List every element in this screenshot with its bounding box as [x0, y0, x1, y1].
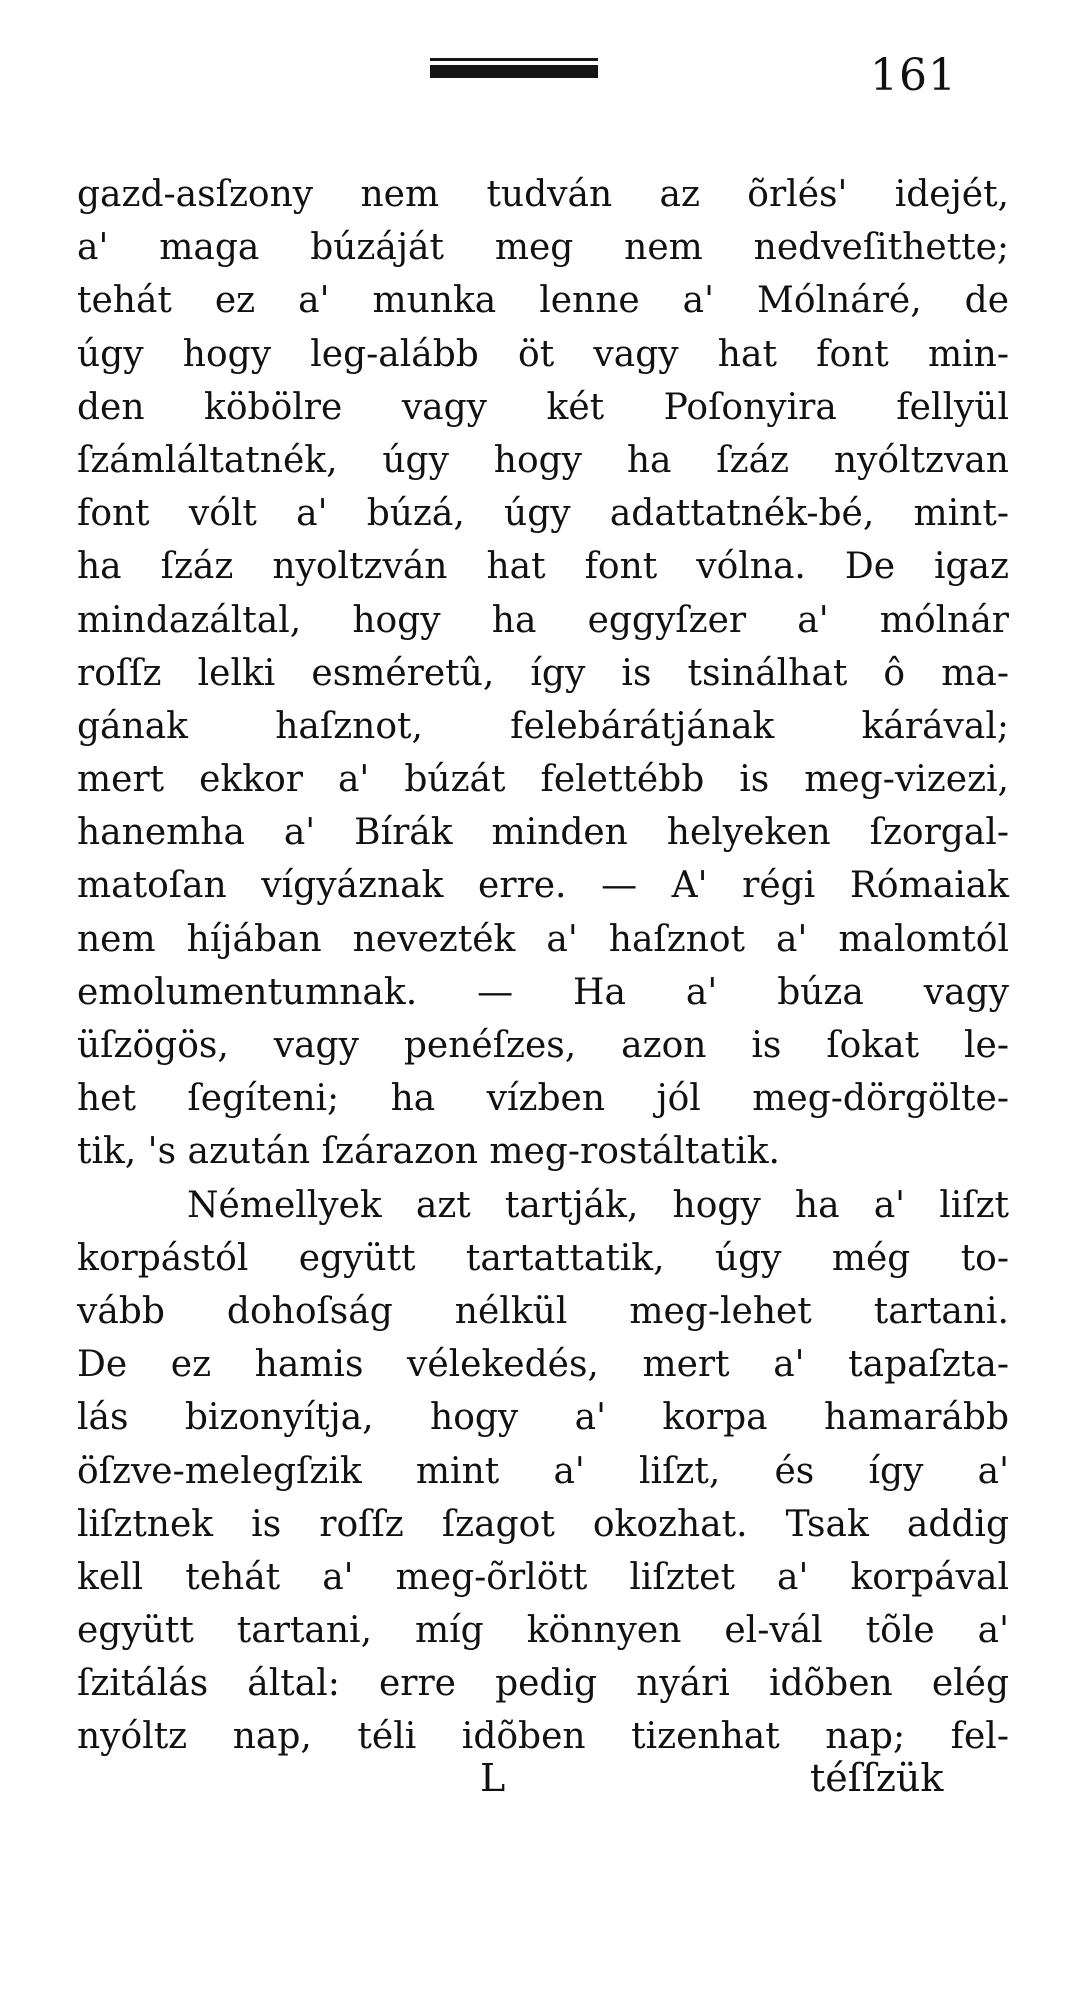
page-number: 161 [870, 50, 957, 101]
text-line: De ez hamis vélekedés, mert a' tapaſzta- [77, 1344, 1009, 1386]
text-line: ſzitálás által: erre pedig nyári idõben elég [77, 1663, 1009, 1705]
text-line: het ſegíteni; ha vízben jól meg-dörgölte- [77, 1078, 1009, 1120]
page-footer [0, 1748, 1079, 1808]
text-line: roſſz lelki esméretû, így is tsinálhat ô ma- [77, 652, 1009, 694]
text-line: üſzögös, vagy penéſzes, azon is ſokat le- [77, 1025, 1009, 1066]
text-line: mindazáltal, hogy ha eggyſzer a' mólnár [77, 599, 1009, 641]
text-line: hanemha a' Bírák minden helyeken ſzorgal- [77, 812, 1009, 854]
text-line: den köbölre vagy két Poſonyira fellyül [77, 386, 1009, 428]
text-line: tehát ez a' munka lenne a' Mólnáré, de [77, 280, 1009, 322]
text-line: nyóltz nap, téli idõben tizenhat nap; fel- [77, 1716, 1009, 1758]
text-line: nem híjában nevezték a' haſznot a' malomtól [77, 918, 1009, 960]
text-line: kell tehát a' meg-õrlött liſztet a' korpával [77, 1556, 1009, 1598]
text-line: tik, 's azután ſzárazon meg-rostáltatik. [77, 1131, 780, 1173]
text-line: vább dohoſság nélkül meg-lehet tartani. [77, 1290, 1009, 1332]
text-line: font vólt a' búzá, úgy adattatnék-bé, mint- [77, 493, 1009, 535]
body-text [77, 168, 1009, 1764]
text-line: ſzámláltatnék, úgy hogy ha ſzáz nyóltzvan [77, 439, 1009, 481]
text-line: liſztnek is roſſz ſzagot okozhat. Tsak addig [77, 1503, 1009, 1545]
text-line: öſzve-melegſzik mint a' liſzt, és így a' [77, 1450, 1009, 1492]
text-line: matoſan vígyáznak erre. — A' régi Rómaiak [77, 865, 1009, 907]
signature-mark: L [480, 1756, 506, 1800]
header-rule [430, 58, 598, 78]
text-line: mert ekkor a' búzát felettébb is meg-vizezi, [77, 759, 1009, 801]
text-line: lás bizonyítja, hogy a' korpa hamarább [77, 1397, 1009, 1439]
text-line: úgy hogy leg-alább öt vagy hat font min- [77, 333, 1009, 375]
paragraph-first-line: Némellyek azt tartják, hogy ha a' liſzt [187, 1184, 1009, 1226]
catchword: téſſzük [810, 1756, 944, 1800]
text-line: emolumentumnak. — Ha a' búza vagy [77, 971, 1009, 1013]
text-line: gazd-asſzony nem tudván az õrlés' idejét, [77, 174, 1009, 215]
text-line: gának haſznot, felebárátjának kárával; [77, 705, 1009, 747]
text-line: együtt tartani, míg könnyen el-vál tõle a' [77, 1610, 1009, 1652]
text-line: ha ſzáz nyoltzván hat font vólna. De igaz [77, 546, 1009, 588]
text-line: korpástól együtt tartattatik, úgy még to- [77, 1237, 1009, 1279]
text-line: a' maga búzáját meg nem nedveſithette; [77, 227, 1009, 269]
